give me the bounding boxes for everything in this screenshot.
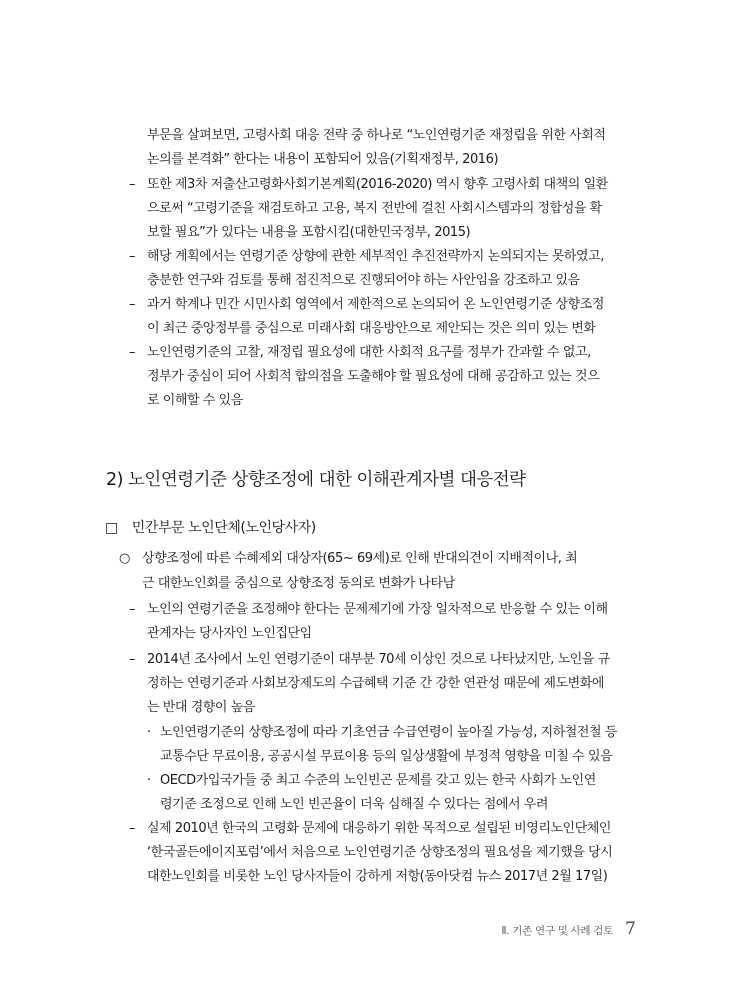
bottom-marker-0: ○ xyxy=(119,551,131,566)
bottom-item-2-line-1: 정하는 연령기준과 사회보장제도의 수급혜택 기준 간 강한 연관성 때문에 제도변화에 xyxy=(147,676,604,691)
bottom-item-5-line-1: ‘한국골든에이지포럼’에서 처음으로 노인연령기준 상향조정의 필요성을 제기했을 당시 xyxy=(147,845,613,860)
bottom-item-2-line-2: 는 반대 경향이 높음 xyxy=(147,700,255,715)
top-marker-4: – xyxy=(129,345,136,360)
top-item-1-line-1: 으로써 “고령기준을 재검토하고 고용, 복지 전반에 걸친 사회시스템과의 정합성을 확 xyxy=(147,201,602,216)
top-item-3-line-1: 이 최근 중앙정부를 중심으로 미래사회 대응방안으로 제안되는 것은 의미 있는 변화 xyxy=(147,321,596,336)
top-item-4-line-1: 정부가 중심이 되어 사회적 합의점을 도출해야 할 필요성에 대해 공감하고 있는 것으 xyxy=(147,369,600,384)
top-marker-3: – xyxy=(129,297,136,312)
top-item-4-line-0: 노인연령기준의 고찰, 재정립 필요성에 대한 사회적 요구를 정부가 간과할 수 없고, xyxy=(147,345,591,360)
bottom-item-4-line-0: OECD가입국가들 중 최고 수준의 노인빈곤 문제를 갖고 있는 한국 사회가 노인연 xyxy=(160,773,596,788)
top-item-1-line-2: 보할 필요”가 있다는 내용을 포함시킴(대한민국정부, 2015) xyxy=(147,225,471,240)
bottom-marker-3: · xyxy=(147,725,152,740)
bottom-item-1-line-0: 노인의 연령기준을 조정해야 한다는 문제제기에 가장 일차적으로 반응할 수 있는 이해 xyxy=(147,602,608,617)
top-item-0-line-1: 논의를 본격화” 한다는 내용이 포함되어 있음(기획재정부, 2016) xyxy=(147,152,499,167)
top-item-2-line-0: 해당 계획에서는 연령기준 상향에 관한 세부적인 추진전략까지 논의되지는 못하였고, xyxy=(147,249,604,264)
bottom-item-0-line-0: 상향조정에 따른 수혜제외 대상자(65~ 69세)로 인해 반대의견이 지배적이나, 최 xyxy=(142,551,578,566)
top-marker-2: – xyxy=(129,249,136,264)
footer-chapter: Ⅱ. 기존 연구 및 사례 검토 xyxy=(501,925,613,937)
bottom-item-5-line-2: 대한노인회를 비롯한 노인 당사자들이 강하게 저항(동아닷컴 뉴스 2017년 2월 17일) xyxy=(147,869,608,884)
bottom-item-1-line-1: 관계자는 당사자인 노인집단임 xyxy=(147,626,312,641)
bottom-item-2-line-0: 2014년 조사에서 노인 연령기준이 대부분 70세 이상인 것으로 나타났지만, 노인을 규 xyxy=(147,652,610,667)
bottom-item-0-line-1: 근 대한노인회를 중심으로 상향조정 동의로 변화가 나타남 xyxy=(142,576,455,591)
subsection-heading xyxy=(105,519,316,537)
bottom-item-3-line-1: 교통수단 무료이용, 공공시설 무료이용 등의 일상생활에 부정적 영향을 미칠 수 있음 xyxy=(160,749,613,764)
top-item-0-line-0: 부문을 살펴보면, 고령사회 대응 전략 중 하나로 “노인연령기준 재정립을 위한 사회적 xyxy=(147,128,606,143)
bottom-marker-4: · xyxy=(147,773,152,788)
subsection-marker: □ xyxy=(105,520,118,536)
top-item-1-line-0: 또한 제3차 저출산고령화사회기본계획(2016-2020) 역시 향후 고령사회 대책의 일환 xyxy=(147,177,608,192)
page-number: 7 xyxy=(625,919,636,939)
bottom-marker-5: – xyxy=(129,821,136,836)
bottom-marker-2: – xyxy=(129,652,136,667)
bottom-item-3-line-0: 노인연령기준의 상향조정에 따라 기초연금 수급연령이 높아질 가능성, 지하철전철 등 xyxy=(160,725,617,740)
top-item-4-line-2: 로 이해할 수 있음 xyxy=(147,393,243,408)
bottom-marker-1: – xyxy=(129,602,136,617)
bottom-item-5-line-0: 실제 2010년 한국의 고령화 문제에 대응하기 위한 목적으로 설립된 비영리노인단체인 xyxy=(147,821,611,836)
top-item-3-line-0: 과거 학계나 민간 시민사회 영역에서 제한적으로 논의되어 온 노인연령기준 상향조정 xyxy=(147,297,604,312)
section-heading: 2) 노인연령기준 상향조정에 대한 이해관계자별 대응전략 xyxy=(106,470,526,490)
top-item-2-line-1: 충분한 연구와 검토를 통해 점진적으로 진행되어야 하는 사안임을 강조하고 있음 xyxy=(147,273,580,288)
top-marker-1: – xyxy=(129,177,136,192)
subsection-title: 민간부문 노인단체(노인당사자) xyxy=(131,520,316,536)
bottom-item-4-line-1: 령기준 조정으로 인해 노인 빈곤율이 더욱 심해질 수 있다는 점에서 우려 xyxy=(160,797,548,812)
